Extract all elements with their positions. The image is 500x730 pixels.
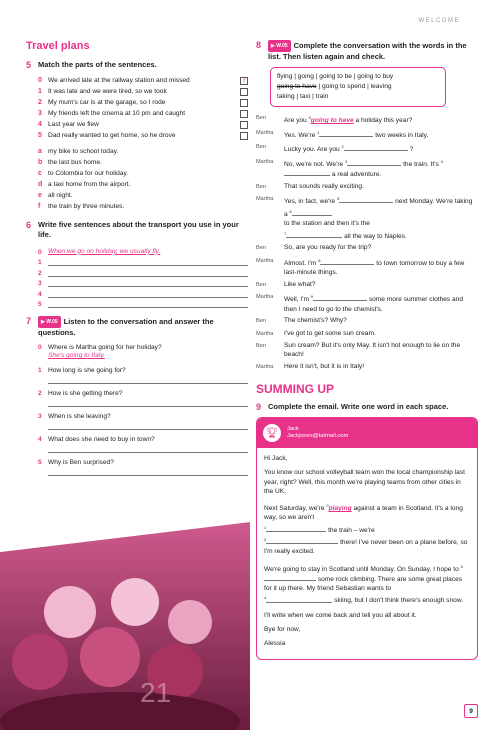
email-closing: Bye for now, (264, 626, 301, 633)
line-label: 5 (38, 301, 42, 308)
item-label: 1 (38, 88, 42, 95)
email-header (257, 418, 477, 448)
item-label: 2 (38, 99, 42, 106)
option-text: a taxi home from the airport. (48, 181, 131, 188)
dialogue-line (256, 113, 474, 126)
option-label: b (38, 159, 43, 166)
answer-line[interactable] (48, 290, 248, 298)
question-label: 5 (38, 459, 42, 466)
line-label: 2 (38, 269, 42, 277)
dialogue-text: So, are you ready for the trip? (284, 244, 372, 252)
dialogue-text: Here it isn't, but it is in Italy! (284, 362, 365, 370)
answer-blank[interactable] (292, 209, 332, 216)
match-option (26, 201, 248, 212)
match-item (26, 97, 248, 108)
answer-box[interactable] (240, 121, 248, 129)
dialogue-text: Yes. We're $^1$ two weeks in Italy. (284, 129, 429, 139)
writing-line (26, 256, 248, 267)
speaker-name: Ben (256, 183, 266, 190)
answer-line[interactable] (48, 421, 248, 430)
dialogue-line (256, 256, 474, 278)
audio-track-icon[interactable]: ▶︎ W.05 (38, 316, 61, 328)
item-text: Last year we flew (48, 121, 99, 128)
email-paragraph: You know our school volleyball team won the local championship last year, right? Well, this month we're playing teams from other cities in the UK. (264, 469, 465, 495)
question-text: Why is Ben surprised? (48, 459, 114, 466)
dialogue-text: That sounds really exciting. (284, 182, 364, 190)
example-answer: She's going to Italy. (48, 352, 105, 359)
answer-blank[interactable] (320, 258, 374, 265)
dialogue-line (256, 243, 474, 253)
item-text: It was late and we were tired, so we took (48, 88, 167, 95)
dialogue-text: The chemist's? Why? (284, 317, 347, 325)
dialogue-line (256, 341, 474, 360)
exercise-instruction: Write five sentences about the transport you use in your life. (38, 220, 239, 239)
answer-box[interactable] (240, 110, 248, 118)
svg-text:21: 21 (140, 677, 172, 708)
email-card (256, 417, 478, 660)
option-text: my bike to school today. (48, 148, 119, 155)
question-items (26, 343, 248, 476)
item-text: We arrived late at the railway station and missed (48, 77, 190, 84)
example-answer: When we go on holiday, we usually fly. (48, 247, 161, 255)
answer-blank[interactable] (266, 525, 326, 532)
match-items (26, 75, 248, 141)
word-list-line: flying | going | going to be | going to buy (277, 73, 394, 80)
speaker-name: Ben (256, 245, 266, 252)
dialogue-line (256, 182, 474, 192)
dialogue-line (256, 142, 474, 155)
dialogue-line (256, 362, 474, 372)
item-label: 4 (38, 121, 42, 128)
item-label: 0 (38, 77, 42, 84)
writing-line (26, 266, 248, 277)
speaker-name: Martha (256, 196, 274, 203)
speaker-name: Martha (256, 158, 274, 165)
example-answer: playing (328, 505, 352, 513)
answer-line[interactable] (48, 444, 248, 453)
writing-line (26, 277, 248, 288)
question-label: 2 (38, 390, 42, 397)
match-option (26, 157, 248, 168)
speaker-name: Ben (256, 144, 266, 151)
dialogue-text: Sun cream? But it's only May. It isn't hot enough to lie on the beach! (284, 342, 461, 359)
dialogue-line (256, 128, 474, 141)
dialogue-text: Well, I'm $^9$ some more summer clothes and then I need to go to the chemist's. (284, 294, 464, 313)
sender-email: Jackjones@tatmail.com (287, 433, 349, 440)
question-label: 4 (38, 436, 42, 443)
right-column (256, 40, 474, 660)
email-body (257, 448, 477, 659)
exercise-6-heading (26, 220, 248, 240)
question (26, 343, 248, 352)
speaker-name: Ben (256, 318, 266, 325)
example-answer: going to have (310, 117, 354, 125)
dialogue-text: No, we're not. We're $^3$ the train. It's $^4$ a real adventure. (284, 158, 443, 179)
answer-box[interactable] (240, 99, 248, 107)
exercise-number: 8 (256, 40, 262, 50)
speaker-name: Ben (256, 115, 266, 121)
dialogue-text: Lucky you. Are you $^2$ ? (284, 144, 414, 154)
answer-line[interactable] (48, 279, 248, 287)
dialogue-line (256, 157, 474, 180)
match-item (26, 108, 248, 119)
option-text: to Colombia for our holiday. (48, 170, 129, 177)
match-item (26, 119, 248, 130)
question (26, 389, 248, 398)
question (26, 435, 248, 444)
line-label: 0 (38, 248, 42, 256)
email-signature: Alessia (264, 640, 286, 648)
answer-box[interactable]: f (240, 77, 248, 85)
item-label: 3 (38, 110, 42, 117)
exercise-instruction: ▶︎ W.05 Listen to the conversation and answer the questions. (38, 316, 214, 337)
item-text: Dad really wanted to get home, so he drove (48, 132, 176, 139)
answer-blank[interactable] (347, 159, 401, 166)
exercise-9-heading (256, 402, 474, 412)
dialogue-text: Almost. I'm $^8$ to town tomorrow to buy a few last-minute things. (284, 257, 465, 277)
match-option (26, 190, 248, 201)
exercise-number: 5 (26, 60, 32, 70)
option-label: d (38, 181, 43, 188)
word-list-line: going to have | going to spend | leaving (277, 83, 392, 90)
speaker-name: Martha (256, 257, 274, 264)
summing-up-heading: SUMMING UP (256, 382, 334, 397)
answer-line[interactable] (48, 467, 248, 476)
left-column (26, 40, 248, 481)
exercise-number: 6 (26, 220, 32, 230)
answer-line[interactable] (48, 300, 248, 308)
exercise-7-heading (26, 316, 248, 338)
answer-box[interactable] (240, 132, 248, 140)
match-option (26, 146, 248, 157)
writing-lines (26, 245, 248, 308)
volleyball-team-photo (0, 522, 250, 730)
writing-line (26, 287, 248, 298)
line-label: 4 (38, 290, 42, 298)
question-label: 1 (38, 367, 42, 374)
email-paragraph: Next Saturday, we're $^0$playing against a team in Scotland. It's a long way, so we aren't $^1$ the train – we're $^2$ there! I've never been on a plane before, so I'm really excited. (264, 503, 468, 556)
writing-line (26, 245, 248, 256)
email-paragraph: We're going to stay in Scotland until Monday. On Sunday, I hope to $^3$ some rock climbing. There are some great places for it up there. My friend Sebastian wants to $^4$ skiing, but I don't think there's enough snow. (264, 563, 464, 605)
answer-line[interactable] (48, 258, 248, 266)
answer-box[interactable] (240, 88, 248, 96)
writing-line (26, 298, 248, 309)
question-text: How is she getting there? (48, 390, 123, 397)
exercise-5-heading (26, 60, 248, 70)
dialogue-line (256, 316, 474, 326)
answer-line[interactable] (48, 375, 248, 384)
page-number: 9 (464, 704, 478, 718)
line-label: 1 (38, 259, 42, 266)
option-label: f (38, 203, 41, 210)
exercise-instruction: Complete the email. Write one word in each space. (268, 402, 449, 412)
question (26, 366, 248, 375)
option-label: a (38, 148, 42, 155)
trophy-icon: 🏆︎ (263, 424, 281, 442)
speaker-name: Martha (256, 294, 274, 301)
word-list-line: taking | taxi | train (277, 93, 329, 100)
option-label: c (38, 170, 42, 177)
answer-blank[interactable] (313, 294, 367, 301)
speaker-name: Martha (256, 330, 274, 337)
item-text: My friends left the cinema at 10 pm and caught (48, 110, 186, 117)
option-text: all night. (48, 192, 73, 199)
dialogue-line (256, 280, 474, 290)
match-options (26, 146, 248, 212)
exercise-instruction: Match the parts of the sentences. (38, 60, 157, 69)
email-paragraph: I'll write when we come back and tell you all about it. (264, 611, 417, 619)
section-title: Travel plans (26, 40, 90, 52)
match-item (26, 130, 248, 141)
conversation (256, 113, 474, 372)
option-text: the train by three minutes. (48, 203, 125, 210)
item-label: 5 (38, 132, 42, 139)
dialogue-text: Like what? (284, 280, 316, 288)
dialogue-text: Are you $^0$going to have a holiday this year? (284, 115, 413, 125)
question-label: 0 (38, 344, 42, 351)
answer-blank[interactable] (284, 169, 330, 176)
audio-track-icon[interactable]: ▶︎ W.05 (268, 40, 291, 52)
speaker-name: Ben (256, 281, 266, 288)
answer-blank[interactable] (264, 574, 316, 581)
question-label: 3 (38, 413, 42, 420)
question (26, 458, 248, 467)
option-text: the last bus home. (48, 159, 102, 166)
speaker-name: Martha (256, 129, 274, 136)
dialogue-line (256, 329, 474, 339)
dialogue-line (256, 292, 474, 314)
match-item (26, 86, 248, 97)
question-text: How long is she going for? (48, 367, 126, 374)
sender-name: Jack (287, 426, 299, 433)
email-sender (287, 426, 348, 440)
speaker-name: Martha (256, 363, 274, 370)
question-text: Where is Martha going for her holiday? (48, 344, 162, 351)
option-label: e (38, 192, 42, 199)
exercise-8-heading (256, 40, 474, 62)
exercise-number: 7 (26, 316, 32, 326)
answer-blank[interactable] (266, 537, 338, 544)
dialogue-text: I've got to get some sun cream. (284, 329, 376, 337)
speaker-name: Ben (256, 343, 266, 349)
exercise-number: 9 (256, 402, 262, 413)
answer-blank[interactable] (339, 196, 393, 203)
answer-blank[interactable] (344, 144, 408, 151)
section-header: WELCOME (418, 18, 460, 24)
answer-line[interactable] (48, 269, 248, 277)
answer-blank[interactable] (286, 231, 342, 238)
match-option (26, 168, 248, 179)
answer-blank[interactable] (319, 130, 373, 137)
dialogue-line (256, 194, 474, 241)
word-list-box (270, 67, 446, 107)
question-text: When is she leaving? (48, 413, 111, 420)
match-item (26, 75, 248, 86)
question (26, 412, 248, 421)
match-option (26, 179, 248, 190)
question-text: What does she need to buy in town? (48, 436, 155, 443)
answer-blank[interactable] (266, 596, 332, 603)
dialogue-text: Yes, in fact, we're $^5$ next Monday. We're taking a $^6$ to the station and then it's the $^7$ all the way to Naples. (284, 196, 473, 240)
answer-line[interactable] (48, 398, 248, 407)
item-text: My mum's car is at the garage, so I rode (48, 99, 166, 106)
email-greeting: Hi Jack, (264, 455, 288, 463)
line-label: 3 (38, 280, 42, 287)
used-word: going to have (277, 83, 317, 90)
exercise-instruction: ▶︎ W.05 Complete the conversation with the words in the list. Then listen again and check. (268, 40, 467, 61)
